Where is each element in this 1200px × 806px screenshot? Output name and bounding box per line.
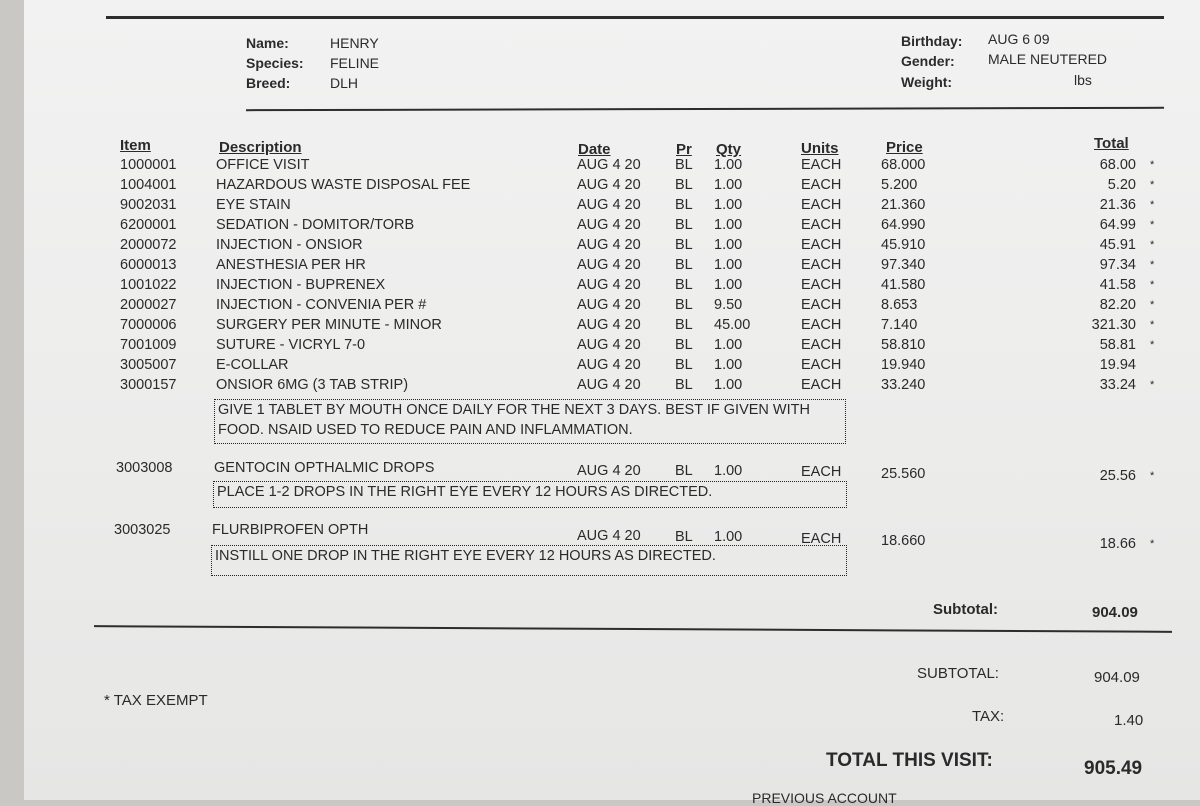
table-row xyxy=(24,460,1200,484)
col-item: Item xyxy=(120,137,151,154)
col-pr: Pr xyxy=(676,141,692,158)
item-pr: BL xyxy=(675,463,693,479)
item-total: 21.36 xyxy=(1099,197,1136,213)
item-description: FLURBIPROFEN OPTH xyxy=(212,522,369,538)
item-code: 3000157 xyxy=(120,377,177,393)
item-description: INJECTION - ONSIOR xyxy=(216,237,363,253)
table-row xyxy=(24,257,1200,277)
item-code: 2000027 xyxy=(120,297,177,313)
tax-exempt-mark: * xyxy=(1150,259,1155,271)
subtotal-value: 904.09 xyxy=(1092,604,1138,621)
col-units: Units xyxy=(801,140,839,157)
top-rule xyxy=(106,16,1164,19)
item-price: 64.990 xyxy=(881,217,926,233)
item-price: 25.560 xyxy=(881,466,926,482)
birthday-label: Birthday: xyxy=(901,33,963,49)
tax-exempt-note: * TAX EXEMPT xyxy=(104,692,208,709)
item-description: INJECTION - BUPRENEX xyxy=(216,277,386,293)
item-code: 1004001 xyxy=(120,177,177,193)
patient-rule xyxy=(246,107,1164,111)
item-pr: BL xyxy=(675,297,693,313)
item-pr: BL xyxy=(675,237,693,253)
tax-exempt-mark: * xyxy=(1150,319,1155,331)
item-price: 45.910 xyxy=(881,237,926,253)
item-date: AUG 4 20 xyxy=(577,237,641,253)
item-description: OFFICE VISIT xyxy=(216,157,310,173)
item-code: 3003008 xyxy=(116,460,173,476)
col-total: Total xyxy=(1094,135,1129,152)
tax-exempt-mark: * xyxy=(1150,279,1155,291)
item-code: 2000072 xyxy=(120,237,177,253)
item-price: 68.000 xyxy=(881,157,926,173)
item-pr: BL xyxy=(675,377,693,393)
col-description: Description xyxy=(219,139,302,156)
table-row xyxy=(24,297,1200,317)
item-units: EACH xyxy=(801,177,842,193)
item-price: 33.240 xyxy=(881,377,926,393)
item-code: 1000001 xyxy=(120,157,177,173)
item-pr: BL xyxy=(675,257,693,273)
item-units: EACH xyxy=(801,337,842,353)
item-date: AUG 4 20 xyxy=(577,528,641,544)
subtotal-label: Subtotal: xyxy=(933,601,998,618)
table-row xyxy=(24,357,1200,377)
item-total: 33.24 xyxy=(1099,377,1136,393)
tax-exempt-mark: * xyxy=(1150,239,1155,251)
item-date: AUG 4 20 xyxy=(577,297,641,313)
item-total: 68.00 xyxy=(1099,157,1136,173)
item-price: 58.810 xyxy=(881,337,926,353)
name-label: Name: xyxy=(246,35,289,51)
species-label: Species: xyxy=(246,55,304,71)
item-pr: BL xyxy=(675,217,693,233)
item-date: AUG 4 20 xyxy=(577,357,641,373)
item-total: 45.91 xyxy=(1099,237,1136,253)
table-row xyxy=(24,522,1200,552)
item-qty: 1.00 xyxy=(714,257,743,273)
item-units: EACH xyxy=(801,357,842,373)
item-code: 9002031 xyxy=(120,197,177,213)
item-price: 7.140 xyxy=(881,317,918,333)
instruction-line: GIVE 1 TABLET BY MOUTH ONCE DAILY FOR THE NEXT 3 DAYS. BEST IF GIVEN WITH xyxy=(218,402,810,418)
subtotal2-label: SUBTOTAL: xyxy=(917,665,999,682)
table-row xyxy=(24,237,1200,257)
item-date: AUG 4 20 xyxy=(577,463,641,479)
item-qty: 1.00 xyxy=(714,197,743,213)
subtotal2-value: 904.09 xyxy=(1094,669,1140,686)
tax-exempt-mark: * xyxy=(1150,339,1155,351)
tax-exempt-mark: * xyxy=(1150,538,1155,550)
item-qty: 1.00 xyxy=(714,337,743,353)
dosing-instructions-flurbiprofen xyxy=(211,545,847,576)
item-qty: 1.00 xyxy=(714,157,743,173)
tax-exempt-mark: * xyxy=(1150,179,1155,191)
item-units: EACH xyxy=(801,277,842,293)
item-qty: 1.00 xyxy=(714,237,743,253)
col-date: Date xyxy=(578,141,611,158)
instruction-line: PLACE 1-2 DROPS IN THE RIGHT EYE EVERY 12 HOURS AS DIRECTED. xyxy=(217,484,713,500)
item-units: EACH xyxy=(801,317,842,333)
item-price: 21.360 xyxy=(881,197,926,213)
item-code: 7000006 xyxy=(120,317,177,333)
instruction-line: INSTILL ONE DROP IN THE RIGHT EYE EVERY 12 HOURS AS DIRECTED. xyxy=(215,548,716,564)
item-pr: BL xyxy=(675,529,693,545)
item-date: AUG 4 20 xyxy=(577,257,641,273)
item-description: EYE STAIN xyxy=(216,197,291,213)
breed-label: Breed: xyxy=(246,75,291,91)
total-visit-value: 905.49 xyxy=(1084,758,1143,779)
item-units: EACH xyxy=(801,157,842,173)
item-description: ANESTHESIA PER HR xyxy=(216,257,366,273)
dosing-instructions-gentocin xyxy=(213,481,847,508)
weight-label: Weight: xyxy=(901,74,953,90)
item-total: 58.81 xyxy=(1099,337,1136,353)
item-date: AUG 4 20 xyxy=(577,157,641,173)
item-code: 3003025 xyxy=(114,522,171,538)
item-qty: 1.00 xyxy=(714,377,743,393)
item-qty: 1.00 xyxy=(714,177,743,193)
tax-exempt-mark: * xyxy=(1150,470,1155,482)
item-units: EACH xyxy=(801,257,842,273)
tax-exempt-mark: * xyxy=(1150,219,1155,231)
item-code: 6000013 xyxy=(120,257,177,273)
item-total: 321.30 xyxy=(1091,317,1136,333)
item-total: 18.66 xyxy=(1099,536,1136,552)
item-pr: BL xyxy=(675,157,693,173)
item-description: E-COLLAR xyxy=(216,357,289,373)
item-units: EACH xyxy=(801,237,842,253)
item-total: 5.20 xyxy=(1107,177,1136,193)
item-units: EACH xyxy=(801,197,842,213)
item-units: EACH xyxy=(801,464,842,480)
item-total: 41.58 xyxy=(1099,277,1136,293)
item-description: SUTURE - VICRYL 7-0 xyxy=(216,337,366,353)
item-price: 8.653 xyxy=(881,297,918,313)
item-code: 7001009 xyxy=(120,337,177,353)
item-qty: 1.00 xyxy=(714,529,743,545)
table-row xyxy=(24,317,1200,337)
item-date: AUG 4 20 xyxy=(577,317,641,333)
item-pr: BL xyxy=(675,317,693,333)
item-date: AUG 4 20 xyxy=(577,217,641,233)
item-price: 97.340 xyxy=(881,257,926,273)
item-code: 6200001 xyxy=(120,217,177,233)
invoice-sheet xyxy=(24,0,1200,806)
tax-label: TAX: xyxy=(972,708,1005,725)
item-date: AUG 4 20 xyxy=(577,197,641,213)
item-price: 5.200 xyxy=(881,177,918,193)
item-total: 25.56 xyxy=(1099,468,1136,484)
col-qty: Qty xyxy=(716,141,742,158)
item-price: 19.940 xyxy=(881,357,926,373)
weight-value: lbs xyxy=(1074,72,1092,88)
col-price: Price xyxy=(886,139,923,156)
breed-value: DLH xyxy=(330,75,359,91)
birthday-value: AUG 6 09 xyxy=(988,31,1050,47)
tax-exempt-mark: * xyxy=(1150,299,1155,311)
gender-label: Gender: xyxy=(901,53,955,69)
item-units: EACH xyxy=(801,297,842,313)
item-qty: 9.50 xyxy=(714,297,743,313)
item-qty: 1.00 xyxy=(714,217,743,233)
item-qty: 1.00 xyxy=(714,357,743,373)
item-description: GENTOCIN OPTHALMIC DROPS xyxy=(214,460,435,476)
dosing-instructions-onsior xyxy=(214,399,846,444)
table-row xyxy=(24,277,1200,297)
species-value: FELINE xyxy=(330,55,380,71)
item-code: 1001022 xyxy=(120,277,177,293)
tax-exempt-mark: * xyxy=(1150,159,1155,171)
tax-value: 1.40 xyxy=(1114,712,1144,729)
table-row xyxy=(24,197,1200,217)
summary-rule xyxy=(94,625,1172,633)
item-pr: BL xyxy=(675,177,693,193)
item-date: AUG 4 20 xyxy=(577,177,641,193)
item-qty: 45.00 xyxy=(714,317,751,333)
item-total: 19.94 xyxy=(1099,357,1136,373)
item-total: 97.34 xyxy=(1099,257,1136,273)
table-row xyxy=(24,337,1200,357)
item-description: HAZARDOUS WASTE DISPOSAL FEE xyxy=(216,177,471,193)
previous-account-partial: PREVIOUS ACCOUNT xyxy=(752,790,897,806)
item-description: SEDATION - DOMITOR/TORB xyxy=(216,217,415,233)
item-units: EACH xyxy=(801,531,842,547)
item-description: INJECTION - CONVENIA PER # xyxy=(216,297,427,313)
tax-exempt-mark: * xyxy=(1150,379,1155,391)
gender-value: MALE NEUTERED xyxy=(988,51,1108,67)
item-price: 41.580 xyxy=(881,277,926,293)
item-price: 18.660 xyxy=(881,533,926,549)
item-pr: BL xyxy=(675,337,693,353)
total-visit-label: TOTAL THIS VISIT: xyxy=(826,750,993,771)
item-total: 82.20 xyxy=(1099,297,1136,313)
tax-exempt-mark: * xyxy=(1150,199,1155,211)
item-description: ONSIOR 6MG (3 TAB STRIP) xyxy=(216,377,409,393)
table-row xyxy=(24,377,1200,397)
table-row xyxy=(24,157,1200,177)
item-code: 3005007 xyxy=(120,357,177,373)
name-value: HENRY xyxy=(330,35,379,51)
item-pr: BL xyxy=(675,197,693,213)
table-row xyxy=(24,217,1200,237)
table-row xyxy=(24,177,1200,197)
item-date: AUG 4 20 xyxy=(577,337,641,353)
item-date: AUG 4 20 xyxy=(577,277,641,293)
item-units: EACH xyxy=(801,217,842,233)
item-qty: 1.00 xyxy=(714,463,743,479)
item-date: AUG 4 20 xyxy=(577,377,641,393)
instruction-line: FOOD. NSAID USED TO REDUCE PAIN AND INFLAMMATION. xyxy=(218,422,633,438)
item-description: SURGERY PER MINUTE - MINOR xyxy=(216,317,442,333)
item-pr: BL xyxy=(675,277,693,293)
item-pr: BL xyxy=(675,357,693,373)
item-total: 64.99 xyxy=(1099,217,1136,233)
item-qty: 1.00 xyxy=(714,277,743,293)
item-units: EACH xyxy=(801,377,842,393)
